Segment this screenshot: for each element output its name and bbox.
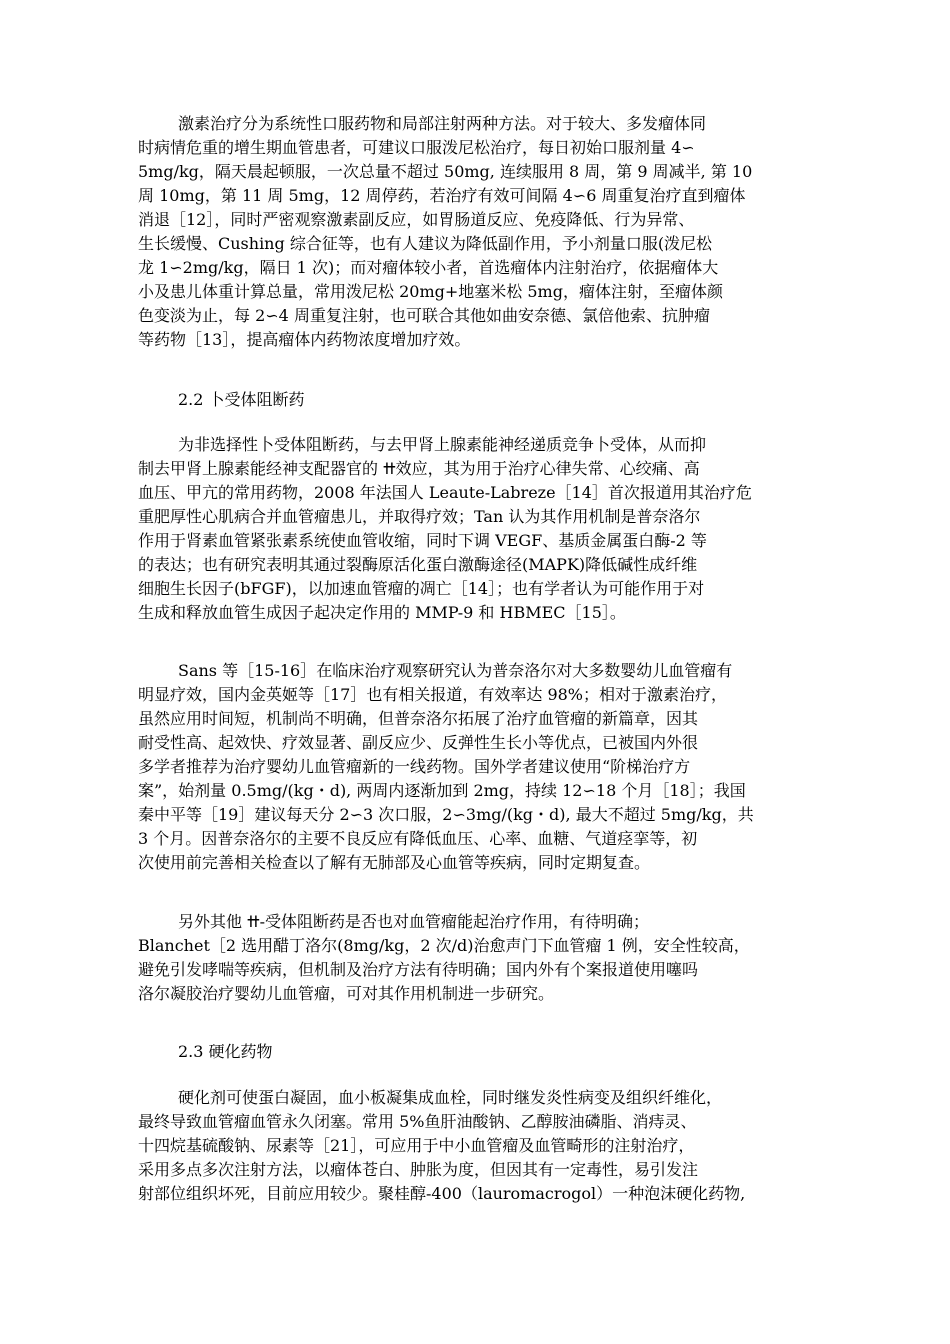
text-line: 消退［12］，同时严密观察激素副反应，如胃肠道反应、免疫降低、行为异常、 [138, 210, 695, 229]
text-line: 明显疗效，国内金英姬等［17］也有相关报道，有效率达 98%；相对于激素治疗， [138, 685, 728, 704]
text-line: 周 10mg，第 11 周 5mg，12 周停药，若治疗有效可间隔 4∽6 周重复治疗直到瘤体 [138, 186, 746, 205]
text-line: 龙 1∽2mg/kg，隔日 1 次)；而对瘤体较小者，首选瘤体内注射治疗，依据瘤体大 [138, 258, 719, 277]
paragraph-other-beta-blockers [138, 910, 828, 1006]
text-line: 小及患儿体重计算总量，常用泼尼松 20mg+地塞米松 5mg，瘤体注射，至瘤体颜 [138, 282, 723, 301]
text-line: 3 个月。因普奈洛尔的主要不良反应有降低血压、心率、血糖、气道痉挛等，初 [138, 829, 698, 848]
paragraph-propranolol-clinical [138, 659, 828, 875]
text-line: 避免引发哮喘等疾病，但机制及治疗方法有待明确；国内外有个案报道使用噻吗 [138, 960, 699, 979]
text-line: 色变淡为止，每 2∽4 周重复注射，也可联合其他如曲安奈德、氯倍他索、抗肿瘤 [138, 306, 710, 325]
text-line: 激素治疗分为系统性口服药物和局部注射两种方法。对于较大、多发瘤体同 [178, 114, 707, 133]
text-line: 硬化剂可使蛋白凝固，血小板凝集成血栓，同时继发炎性病变及组织纤维化， [178, 1088, 723, 1107]
text-line: 细胞生长因子(bFGF)，以加速血管瘤的凋亡［14］；也有学者认为可能作用于对 [138, 579, 705, 598]
text-line: 耐受性高、起效快、疗效显著、副反应少、反弹性生长小等优点，已被国内外很 [138, 733, 699, 752]
text-line: 重肥厚性心肌病合并血管瘤患儿，并取得疗效；Tan 认为其作用机制是普奈洛尔 [138, 507, 701, 526]
text-line: 十四烷基硫酸钠、尿素等［21］，可应用于中小血管瘤及血管畸形的注射治疗， [138, 1136, 695, 1155]
text-line: 5mg/kg，隔天晨起顿服，一次总量不超过 50mg, 连续服用 8 周，第 9 周减半, 第 10 [138, 162, 753, 181]
text-line: Sans 等［15-16］在临床治疗观察研究认为普奈洛尔对大多数婴幼儿血管瘤有 [178, 661, 733, 680]
text-line: 秦中平等［19］建议每天分 2∽3 次口服，2∽3mg/(kg・d), 最大不超过 5mg/kg，共 [138, 805, 754, 824]
paragraph-steroid-therapy [138, 112, 828, 352]
paragraph-sclerosing-agents [138, 1086, 828, 1206]
text-line: 生长缓慢、Cushing 综合征等，也有人建议为降低副作用，予小剂量口服(泼尼松 [138, 234, 713, 253]
text-line: 为非选择性卜受体阻断药，与去甲肾上腺素能神经递质竞争卜受体，从而抑 [178, 435, 707, 454]
text-line: 洛尔凝胶治疗婴幼儿血管瘤，可对其作用机制进一步研究。 [138, 984, 555, 1003]
text-line: 制去甲肾上腺素能经神支配器官的 ߚ效应，其为用于治疗心律失常、心绞痛、高 [138, 459, 700, 478]
text-line: 次使用前完善相关检查以了解有无肺部及心血管等疾病，同时定期复查。 [138, 853, 651, 872]
text-line: 案”，始剂量 0.5mg/(kg・d), 两周内逐渐加到 2mg，持续 12∽18 个月［18］；我国 [138, 781, 746, 800]
text-line: 虽然应用时间短，机制尚不明确，但普奈洛尔拓展了治疗血管瘤的新篇章，因其 [138, 709, 699, 728]
text-line: 射部位组织坏死，目前应用较少。聚桂醇-400（lauromacrogol）一种泡沫硬化药物, [138, 1184, 746, 1203]
text-line: 多学者推荐为治疗婴幼儿血管瘤新的一线药物。国外学者建议使用“阶梯治疗方 [138, 757, 691, 776]
text-line: 另外其他 ߚ-受体阻断药是否也对血管瘤能起治疗作用，有待明确； [178, 912, 650, 931]
text-line: 时病情危重的增生期血管患者，可建议口服泼尼松治疗，每日初始口服剂量 4∽ [138, 138, 695, 157]
paragraph-beta-blocker [138, 433, 828, 625]
text-line: 生成和释放血管生成因子起决定作用的 MMP-9 和 HBMEC［15］。 [138, 603, 626, 622]
text-line: 最终导致血管瘤血管永久闭塞。常用 5%鱼肝油酸钠、乙醇胺油磷脂、消痔灵、 [138, 1112, 697, 1131]
text-line: 采用多点多次注射方法，以瘤体苍白、肿胀为度，但因其有一定毒性，易引发注 [138, 1160, 699, 1179]
text-line: 作用于肾素血管紧张素系统使血管收缩，同时下调 VEGF、基质金属蛋白酶-2 等 [138, 531, 707, 550]
section-heading-2-3: 2.3 硬化药物 [178, 1042, 273, 1061]
text-line: 等药物［13］，提高瘤体内药物浓度增加疗效。 [138, 330, 471, 349]
text-line: 血压、甲亢的常用药物，2008 年法国人 Leaute-Labreze［14］首次报道用其治疗危 [138, 483, 752, 502]
section-heading-2-2: 2.2 卜受体阻断药 [178, 390, 305, 409]
text-line: 的表达；也有研究表明其通过裂酶原活化蛋白激酶途径(MAPK)降低碱性成纤维 [138, 555, 698, 574]
text-line: Blanchet［2 选用醋丁洛尔(8mg/kg，2 次/d)治愈声门下血管瘤 1 例，安全性较高， [138, 936, 750, 955]
